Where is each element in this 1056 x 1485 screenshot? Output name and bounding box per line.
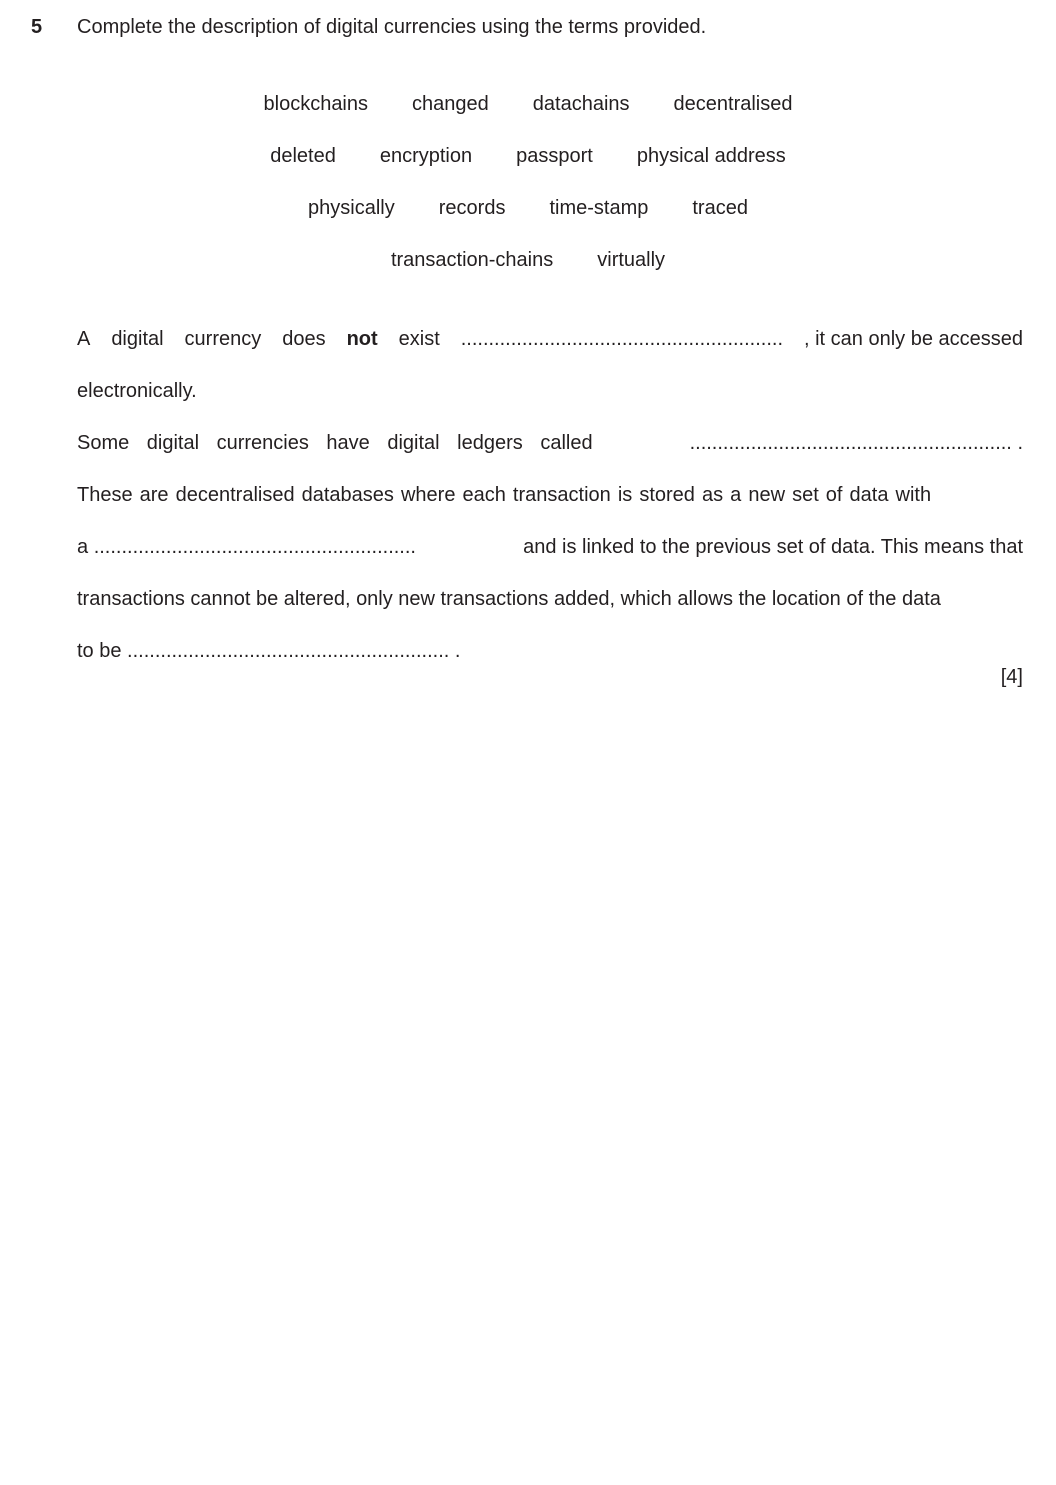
passage-text: These are decentralised databases where each transaction is stored as a new set of data with [77,484,932,506]
passage-text: . [1017,432,1023,454]
passage-word: digital [111,328,164,350]
term: time-stamp [549,197,649,219]
term: physical address [636,145,786,167]
term: changed [412,93,489,115]
term-box [0,91,1056,299]
passage-line [77,586,1023,612]
answer-blank-2[interactable]: .......................................................... [689,432,1012,454]
term: passport [516,145,593,167]
question-number: 5 [31,16,43,38]
passage-bold-word: not [346,328,378,350]
term: deleted [270,145,336,167]
term-row [0,247,1056,299]
passage-line [77,534,1023,560]
passage-text: a [77,536,89,558]
passage-word: does [282,328,326,350]
passage-text: , it can only be accessed [803,328,1023,350]
term: transaction-chains [390,249,554,271]
marks-label: [4] [1000,666,1023,688]
term-row [0,91,1056,143]
passage-line [77,430,1023,456]
passage-word: exist [398,328,440,350]
passage-text: and is linked to the previous set of data. This means that [523,536,1023,558]
passage-line [77,378,1023,404]
question-instruction: Complete the description of digital currencies using the terms provided. [77,16,707,38]
passage-word: currency [184,328,262,350]
passage-word: A [77,328,91,350]
passage-line [77,482,1023,508]
term: virtually [597,249,666,271]
term: decentralised [673,93,793,115]
term-row [0,143,1056,195]
term: records [438,197,506,219]
term: physically [308,197,395,219]
answer-blank-4[interactable]: .......................................................... [127,640,450,662]
passage-text: electronically. [77,380,197,402]
passage-text: Some digital currencies have digital ledgers called [77,432,593,454]
passage-text: to be [77,640,122,662]
term: encryption [379,145,473,167]
term-row [0,195,1056,247]
term: datachains [532,93,630,115]
passage-line [77,326,1023,352]
answer-blank-1[interactable]: .......................................................... [460,328,784,350]
passage-text: . [454,640,461,662]
term: blockchains [263,93,369,115]
passage-text: transactions cannot be altered, only new transactions added, which allows the location of the data [77,588,941,610]
answer-blank-3[interactable]: .......................................................... [93,536,416,558]
passage-line [77,638,1023,664]
term: traced [692,197,748,219]
